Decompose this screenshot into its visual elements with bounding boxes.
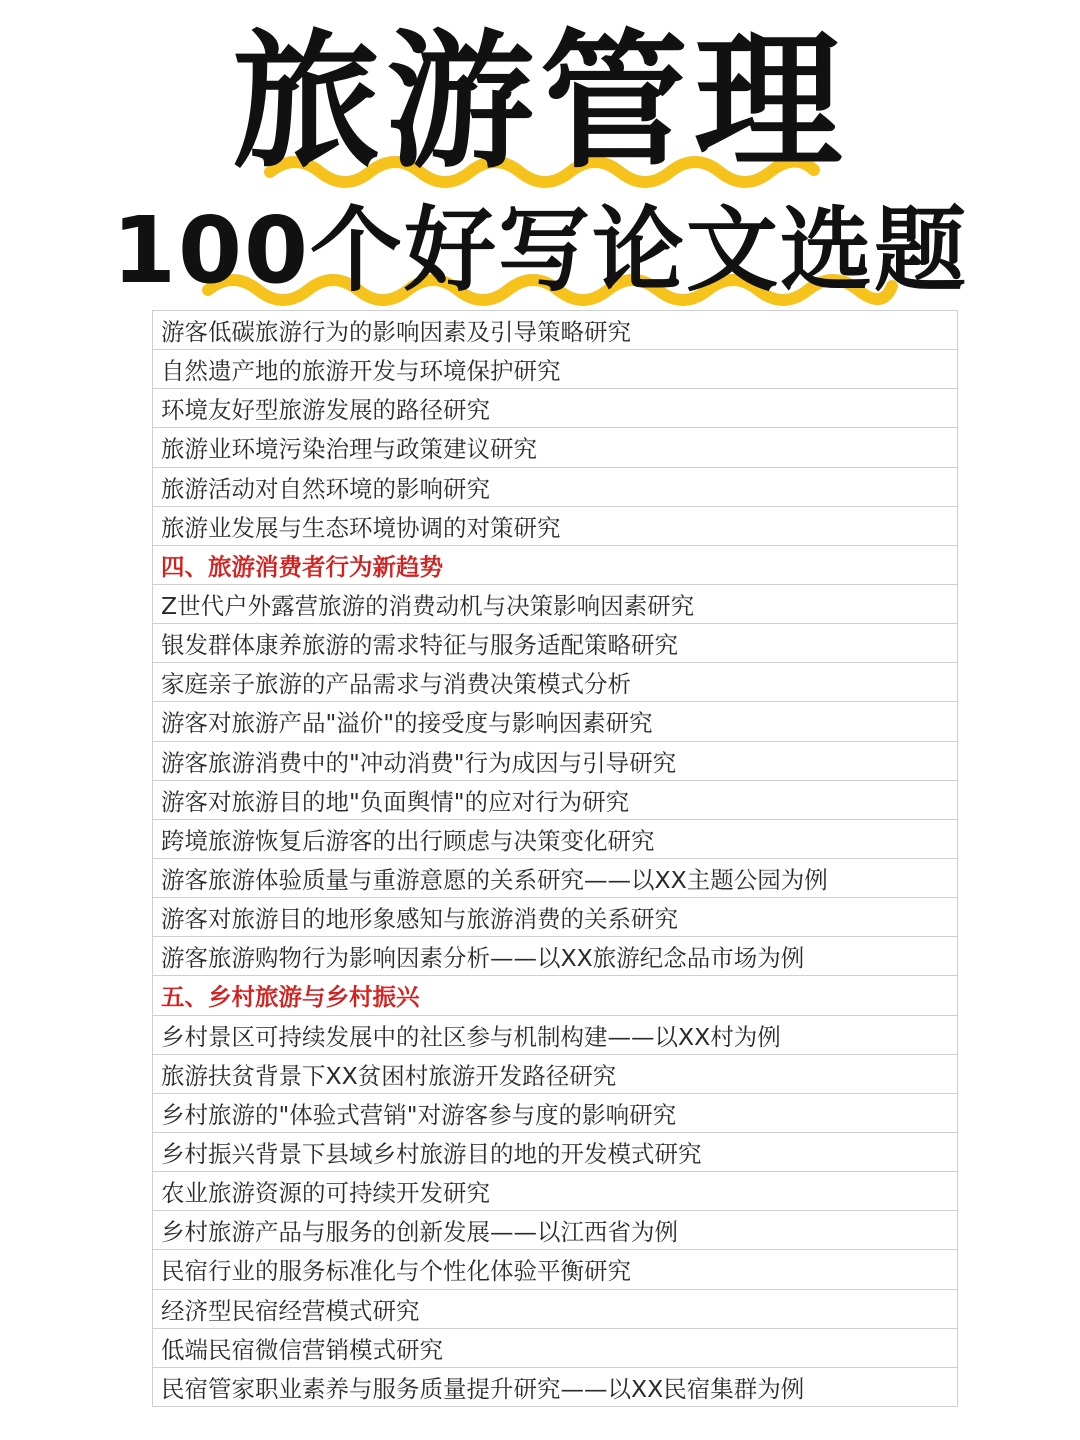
topic-row: Z世代户外露营旅游的消费动机与决策影响因素研究 xyxy=(153,585,957,624)
topic-row: 旅游业发展与生态环境协调的对策研究 xyxy=(153,507,957,546)
title-block xyxy=(0,0,1080,305)
topic-row: 环境友好型旅游发展的路径研究 xyxy=(153,389,957,428)
topic-row: 乡村振兴背景下县域乡村旅游目的地的开发模式研究 xyxy=(153,1133,957,1172)
topic-row: 跨境旅游恢复后游客的出行顾虑与决策变化研究 xyxy=(153,820,957,859)
topic-row: 游客旅游购物行为影响因素分析——以XX旅游纪念品市场为例 xyxy=(153,937,957,976)
topic-row: 乡村旅游产品与服务的创新发展——以江西省为例 xyxy=(153,1211,957,1250)
topic-row: 游客低碳旅游行为的影响因素及引导策略研究 xyxy=(153,311,957,350)
topic-row: 游客对旅游目的地"负面舆情"的应对行为研究 xyxy=(153,781,957,820)
topic-row: 游客旅游体验质量与重游意愿的关系研究——以XX主题公园为例 xyxy=(153,859,957,898)
topic-row: 经济型民宿经营模式研究 xyxy=(153,1290,957,1329)
topic-row: 民宿行业的服务标准化与个性化体验平衡研究 xyxy=(153,1250,957,1289)
topic-row: 家庭亲子旅游的产品需求与消费决策模式分析 xyxy=(153,663,957,702)
topic-row: 农业旅游资源的可持续开发研究 xyxy=(153,1172,957,1211)
section-heading: 四、旅游消费者行为新趋势 xyxy=(153,546,957,585)
topic-row: 旅游活动对自然环境的影响研究 xyxy=(153,468,957,507)
topic-row: 乡村旅游的"体验式营销"对游客参与度的影响研究 xyxy=(153,1094,957,1133)
section-heading: 五、乡村旅游与乡村振兴 xyxy=(153,976,957,1015)
page-title: 旅游管理 xyxy=(232,16,848,188)
topic-row: 乡村景区可持续发展中的社区参与机制构建——以XX村为例 xyxy=(153,1016,957,1055)
topic-row: 民宿管家职业素养与服务质量提升研究——以XX民宿集群为例 xyxy=(153,1368,957,1407)
topic-table xyxy=(152,310,958,1407)
topic-row: 旅游业环境污染治理与政策建议研究 xyxy=(153,428,957,467)
topic-row: 游客对旅游产品"溢价"的接受度与影响因素研究 xyxy=(153,702,957,741)
topic-row: 低端民宿微信营销模式研究 xyxy=(153,1329,957,1368)
topic-row: 游客对旅游目的地形象感知与旅游消费的关系研究 xyxy=(153,898,957,937)
topic-row: 旅游扶贫背景下XX贫困村旅游开发路径研究 xyxy=(153,1055,957,1094)
topic-row: 银发群体康养旅游的需求特征与服务适配策略研究 xyxy=(153,624,957,663)
topic-row: 自然遗产地的旅游开发与环境保护研究 xyxy=(153,350,957,389)
page-subtitle: 100个好写论文选题 xyxy=(111,197,969,304)
topic-row: 游客旅游消费中的"冲动消费"行为成因与引导研究 xyxy=(153,742,957,781)
